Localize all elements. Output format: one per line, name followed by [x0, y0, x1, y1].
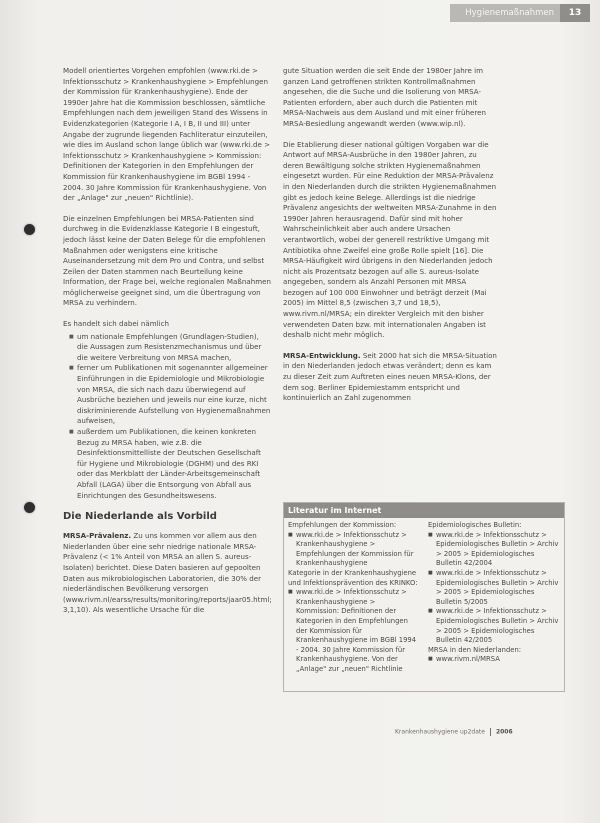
infobox-right-column [428, 521, 560, 675]
punch-hole-icon [24, 502, 35, 513]
infobox-link[interactable]: ■ www.rki.de > Infektionsschutz > Epidemiologisches Bulletin > Archiv > 2005 > Epidemiologisches Bulletin 5/2005 [428, 569, 560, 607]
infobox-link[interactable]: ■ www.rivm.nl/MRSA [428, 655, 560, 665]
page-number: 13 [560, 4, 590, 22]
page-footer [395, 728, 513, 736]
infobox-subheading: Empfehlungen der Kommission: [288, 521, 397, 529]
list-item: ■ um nationale Empfehlungen (Grundlagen-Studien), die Aussagen zum Resistenzmechanismus und über die weitere Verbreitung von MRSA machen, [71, 332, 271, 364]
paragraph-text: Zu uns kommen vor allem aus den Niederlanden über eine sehr niedrige nationale MRSA-Prävalenz (< 1% Anteil von MRSA an allen S. aureus-Isolaten) berichtet. Diese Daten basieren auf gepoolten Daten aus mikrobiologischen Laboratorien, die 30% der niederländischen Bevölkerung versorgen (www.rivm.nl/earss/results/monitoring/reports/jaar05.html; 3,1,10). Als wesentliche Ursache für die [63, 531, 272, 615]
infobox-left-column [288, 521, 420, 675]
section-label: Hygienemaßnahmen [465, 8, 554, 18]
list-item: ■ ferner um Publikationen mit sogenannter allgemeiner Einführungen in die Epidemiologie und Mikrobiologie von MRSA, die sich nach dazu überwiegend auf Ausbrüche beziehen und jeweils nur eine kurze, nicht diskriminierende Aufstellung von Hygienemaßnahmen aufweisen, [71, 363, 271, 427]
paragraph: Modell orientiertes Vorgehen empfohlen (www.rki.de > Infektionsschutz > Krankenhaushygiene > Empfehlungen der Kommission für Krankenhaushygiene). Ende der 1990er Jahre hat die Kommission beschlossen, sämtliche Empfehlungen nach dem jeweiligen Stand des Wissens in Evidenzkategorien (Kategorie I A, I B, II und III) unter Angabe der zugrunde liegenden Fachliteratur einzuteilen, wie dies im Ausland schon lange üblich war (www.rki.de > Infektionsschutz > Krankenhaushygiene > Kommission: Definitionen der Kategorien in den Empfehlungen der Kommission für Krankenhaushygiene im BGBl 1994 - 2004. 30 Jahre Kommission für Krankenhaushygiene. Von der „Anlage" zur „neuen" Richtlinie). [63, 66, 271, 203]
infobox-link[interactable]: ■ www.rki.de > Infektionsschutz > Krankenhaushygiene > Empfehlungen der Kommission für Krankenhaushygiene [288, 531, 420, 569]
left-column [63, 66, 271, 626]
paragraph [283, 351, 497, 404]
paragraph: gute Situation werden die seit Ende der 1980er Jahre im ganzen Land getroffenen strikten Kontrollmaßnahmen angesehen, die die Suche und die Isolierung von MRSA-Patienten erfordern, aber auch durch die Patienten mit MRSA-Nachweis aus dem Ausland und mit einer früheren MRSA-Besiedlung angewandt werden (www.wip.nl). [283, 66, 486, 128]
paragraph: Es handelt sich dabei nämlich [63, 319, 169, 329]
paragraph: Die Etablierung dieser national gültigen Vorgaben war die Antwort auf MRSA-Ausbrüche in den 1980er Jahren, zu deren Bewältigung solche strikten Hygienemaßnahmen eingesetzt wurden. Für eine Reduktion der MRSA-Prävalenz in den Niederlanden durch die strikten Hygienemaßnahmen gibt es jedoch keine Belege. Allerdings ist die niedrige Prävalenz angesichts der weltweiten MRSA-Zunahme in den 1990er Jahren herausragend. Dafür sind mit hoher Wahrscheinlichkeit aber auch andere Ursachen verantwortlich, wobei der generell restriktive Umgang mit Antibiotika ohne Zweifel eine große Rolle spielt [16]. Die MRSA-Häufigkeit wird übrigens in den Niederlanden jedoch nicht als Prozentsatz bezogen auf alle S. aureus-Isolate angegeben, sondern als Anzahl Personen mit MRSA bezogen auf 100 000 Einwohner und beträgt derzeit (Mai 2005) im Mittel 8,5 (zwischen 3,7 und 18,5), www.rivm.nl/MRSA; ein direkter Vergleich mit den bisher verwendeten Daten bzw. mit internationalen Angaben ist deshalb nicht mehr möglich. [283, 139, 497, 340]
infobox-title: Literatur im Internet [284, 503, 564, 518]
paragraph: Die einzelnen Empfehlungen bei MRSA-Patienten sind durchweg in die Evidenzklasse Kategorie I B eingestuft, jedoch lässt keine der Daten Belege für die empfohlenen Maßnahmen oder wenigstens eine kritische Auseinandersetzung mit dem Pro und Contra, und selbst Zeilen der Daten stammen nach Beurteilung keine Information, der Frage bei, welche regionalen Maßnahmen möglicherweise geeignet sind, um die Übertragung von MRSA zu verhindern. [63, 213, 271, 308]
run-in-heading: MRSA-Prävalenz. [63, 531, 132, 541]
infobox-link[interactable]: ■ www.rki.de > Infektionsschutz > Epidemiologisches Bulletin > Archiv > 2005 > Epidemiologisches Bulletin 42/2004 [428, 531, 560, 569]
infobox-link[interactable]: ■ www.rki.de > Infektionsschutz > Epidemiologisches Bulletin > Archiv > 2005 > Epidemiologisches Bulletin 42/2005 [428, 607, 560, 645]
journal-name: Krankenhaushygiene up2date [395, 728, 485, 736]
right-column [283, 66, 497, 414]
section-heading: Die Niederlande als Vorbild [63, 511, 217, 523]
footer-divider [490, 728, 491, 736]
infobox-link[interactable]: ■ www.rki.de > Infektionsschutz > Krankenhaushygiene > Kommission: Definitionen der Kategorien in den Empfehlungen der Kommission für Krankenhaushygiene im BGBl 1994 - 2004. 30 Jahre Kommission für Krankenhaushygiene. Von der „Anlage" zur „neuen" Richtlinie [288, 588, 420, 674]
punch-hole-icon [24, 224, 35, 235]
paragraph [63, 531, 271, 616]
bullet-list [63, 332, 271, 502]
list-item: ■ außerdem um Publikationen, die keinen konkreten Bezug zu MRSA haben, wie z.B. die Desinfektionsmittelliste der Deutschen Gesellschaft für Hygiene und Mikrobiologie (DGHM) und des RKI oder das Merkblatt der Länder-Arbeitsgemeinschaft Abfall (LAGA) über die Entsorgung von Abfall aus Einrichtungen des Gesundheitswesens. [71, 427, 271, 501]
running-header [450, 4, 560, 22]
literature-infobox [283, 502, 565, 692]
paragraph-text: Seit 2000 hat sich die MRSA-Situation in den Niederlanden jedoch etwas verändert; denn es kam zu dieser Zeit zum Auftreten eines neuen MRSA-Klons, der dem sog. Berliner Epidemiestamm entspricht und kontinuierlich an Zahl zugenommen [283, 350, 497, 403]
run-in-heading: MRSA-Entwicklung. [283, 350, 361, 360]
infobox-subheading: MRSA in den Niederlanden: [428, 645, 522, 654]
infobox-subheading: Epidemiologisches Bulletin: [428, 521, 522, 529]
publication-year: 2006 [495, 728, 513, 736]
infobox-subheading: Kategorie in der Krankenhaushygiene und Infektionsprävention des KRINKO: [288, 568, 418, 587]
